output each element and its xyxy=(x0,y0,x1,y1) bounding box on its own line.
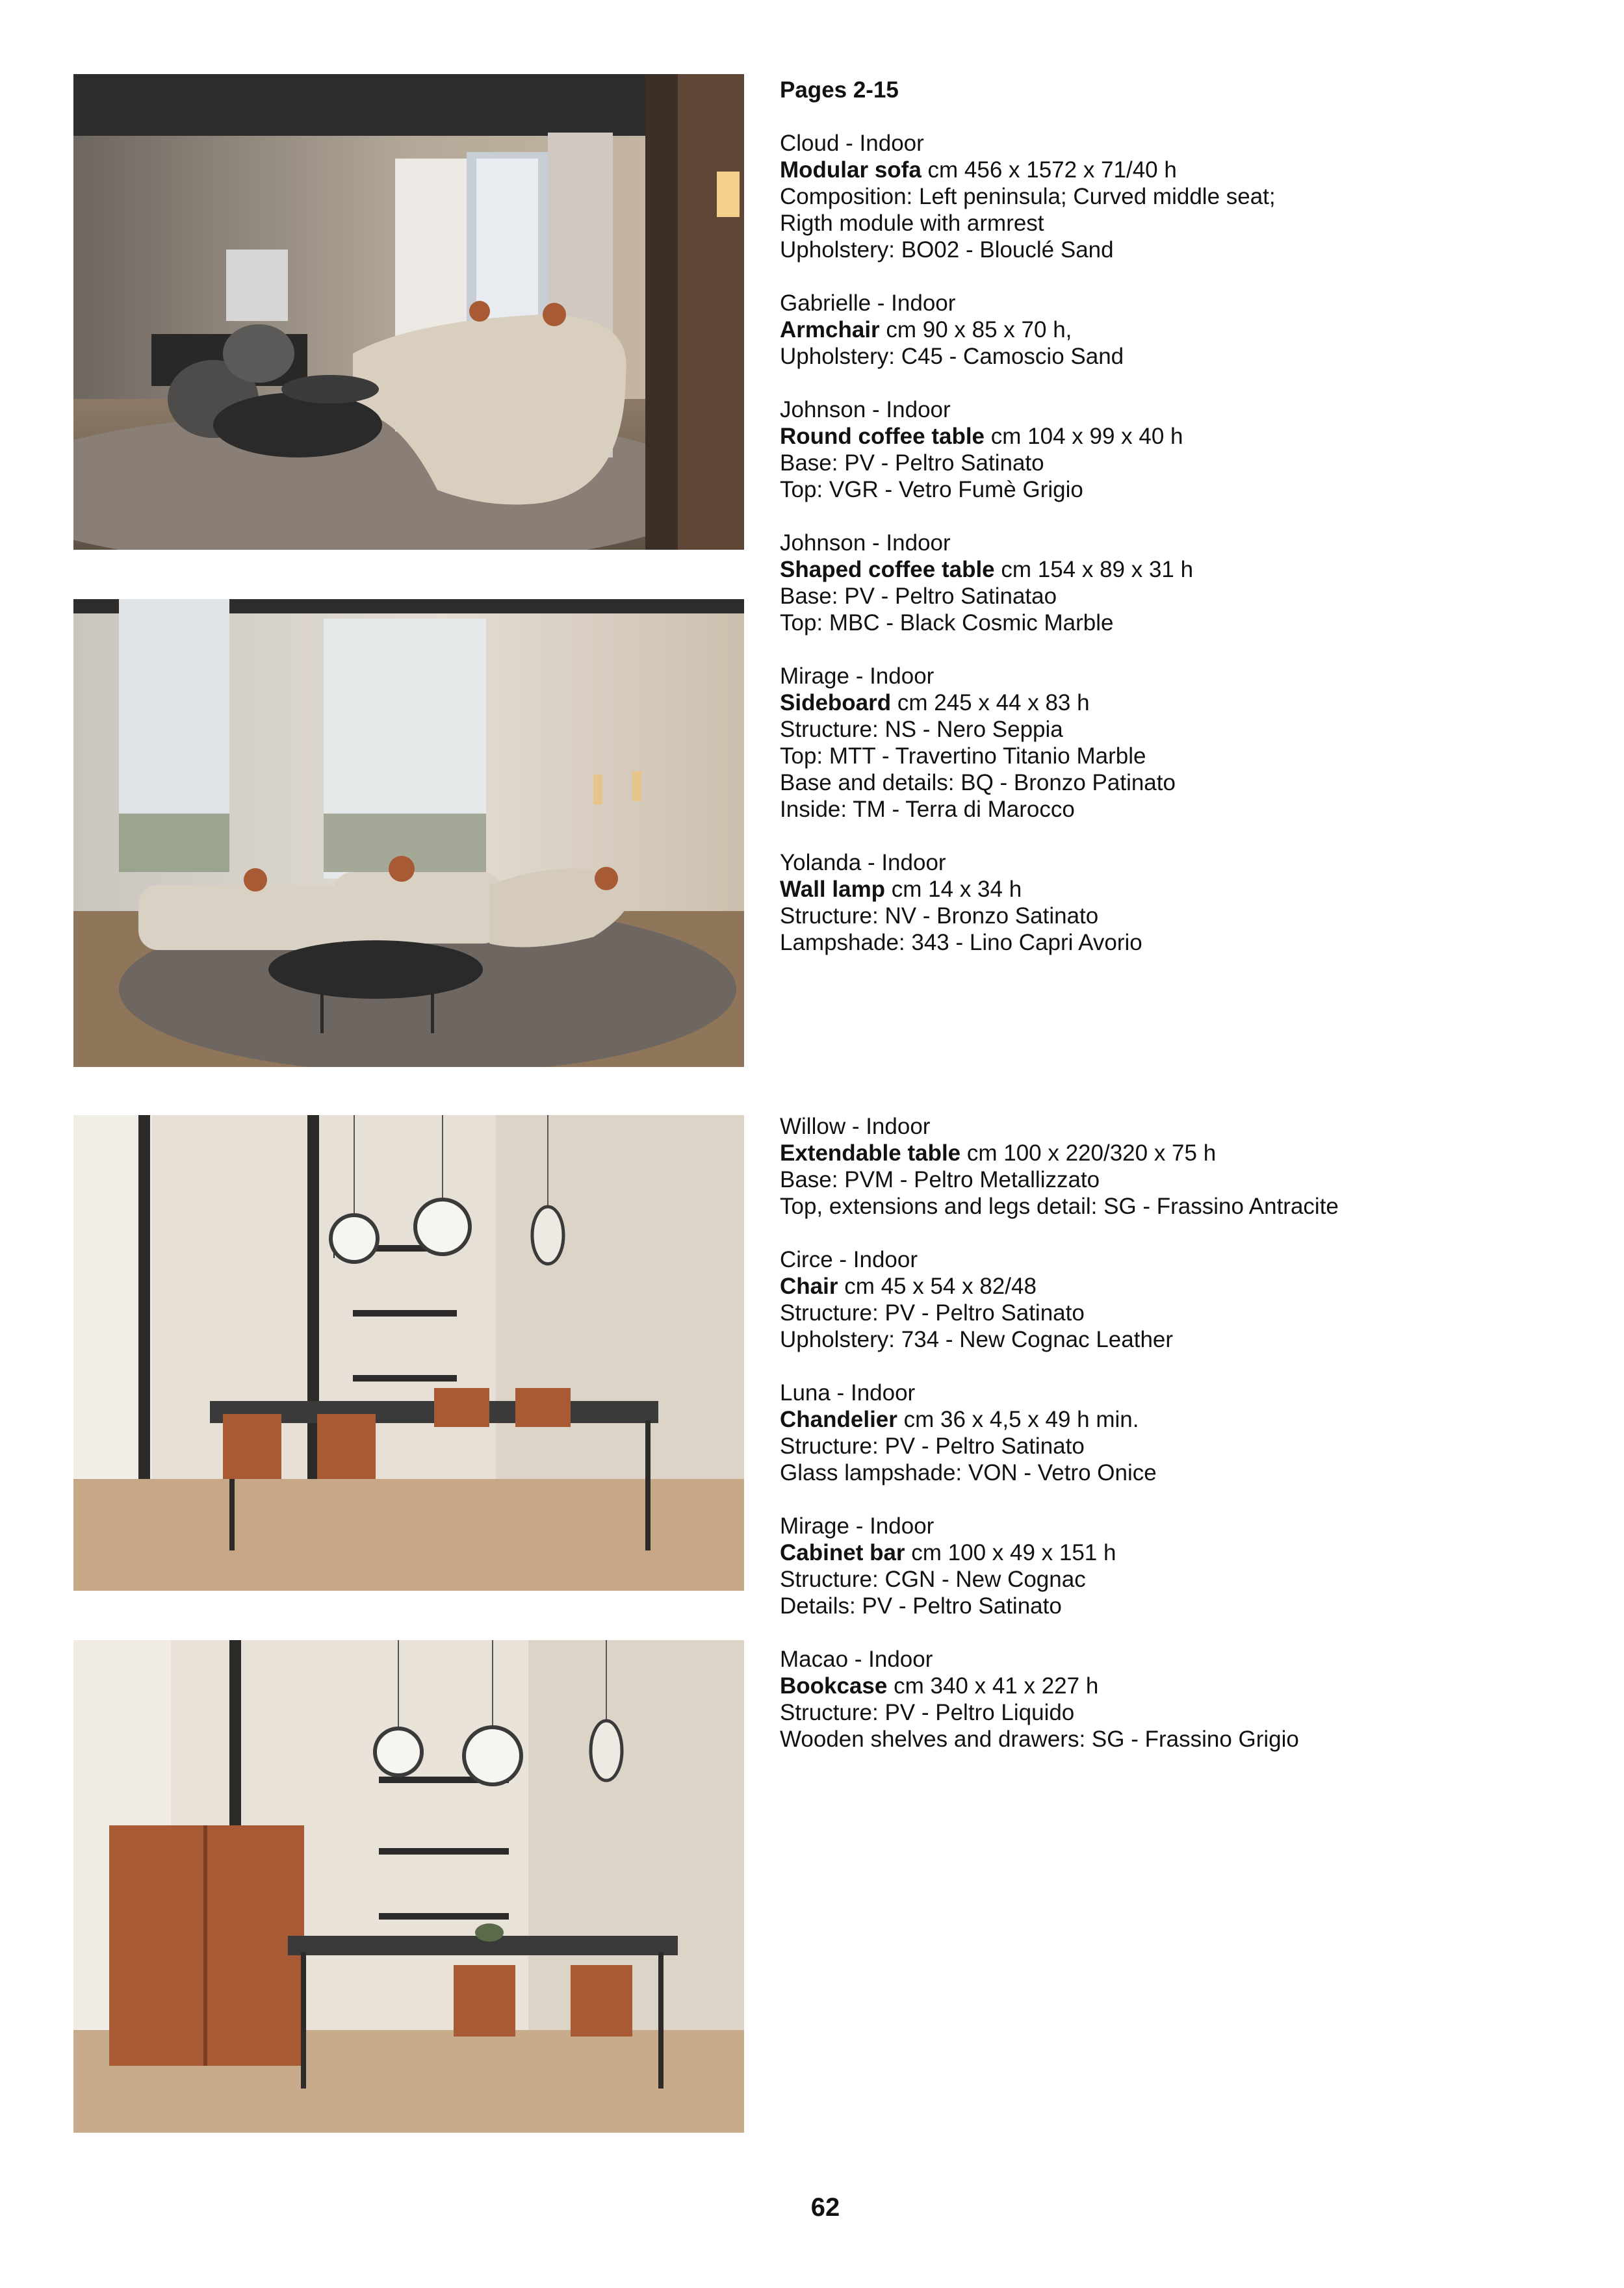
entry-dimensions: cm 100 x 49 x 151 h xyxy=(905,1540,1116,1565)
product-entry xyxy=(780,1646,1599,1753)
entry-product-line xyxy=(780,423,1599,450)
entry-detail: Inside: TM - Terra di Marocco xyxy=(780,797,1075,822)
entry-product-line xyxy=(780,316,1599,343)
product-entry xyxy=(780,530,1599,636)
entry-detail: Structure: PV - Peltro Satinato xyxy=(780,1300,1085,1326)
cloud-sofa-round-rug-photo xyxy=(73,599,744,1067)
product-entry xyxy=(780,1246,1599,1353)
entry-detail: Glass lampshade: VON - Vetro Onice xyxy=(780,1460,1157,1485)
entry-product-line xyxy=(780,1406,1599,1433)
entry-product-name: Sideboard xyxy=(780,690,892,715)
entry-title: Yolanda - Indoor xyxy=(780,850,946,875)
entry-product-name: Extendable table xyxy=(780,1140,961,1166)
entry-product-name: Bookcase xyxy=(780,1673,888,1699)
entry-detail: Top, extensions and legs detail: SG - Frassino Antracite xyxy=(780,1194,1339,1219)
entry-product-line xyxy=(780,1273,1599,1300)
entry-title: Circe - Indoor xyxy=(780,1247,918,1272)
entry-title: Mirage - Indoor xyxy=(780,1513,934,1539)
entry-product-name: Chair xyxy=(780,1274,838,1299)
cloud-living-room-photo xyxy=(73,74,744,550)
entry-dimensions: cm 340 x 41 x 227 h xyxy=(887,1673,1099,1699)
product-list-top xyxy=(780,77,1599,983)
entry-title: Macao - Indoor xyxy=(780,1647,933,1672)
entry-product-line xyxy=(780,1673,1599,1699)
entry-detail: Top: MBC - Black Cosmic Marble xyxy=(780,610,1114,636)
entry-detail: Lampshade: 343 - Lino Capri Avorio xyxy=(780,930,1142,955)
pages-label: Pages 2-15 xyxy=(780,77,899,103)
entry-detail: Top: MTT - Travertino Titanio Marble xyxy=(780,743,1146,769)
entry-dimensions: cm 36 x 4,5 x 49 h min. xyxy=(897,1407,1139,1432)
entry-dimensions: cm 100 x 220/320 x 75 h xyxy=(960,1140,1217,1166)
entry-title: Luna - Indoor xyxy=(780,1380,916,1406)
entry-detail: Structure: NV - Bronzo Satinato xyxy=(780,903,1099,929)
entry-detail: Base and details: BQ - Bronzo Patinato xyxy=(780,770,1176,795)
entry-detail: Structure: CGN - New Cognac xyxy=(780,1567,1086,1592)
willow-dining-cabinet-photo xyxy=(73,1640,744,2133)
product-entry xyxy=(780,663,1599,823)
entry-detail: Structure: NS - Nero Seppia xyxy=(780,717,1063,742)
entry-product-name: Shaped coffee table xyxy=(780,557,995,582)
entry-dimensions: cm 456 x 1572 x 71/40 h xyxy=(921,157,1177,183)
page-number: 62 xyxy=(810,2193,840,2222)
entry-title: Johnson - Indoor xyxy=(780,530,951,556)
entry-product-name: Armchair xyxy=(780,317,880,342)
entry-detail: Rigth module with armrest xyxy=(780,211,1044,236)
entry-title: Gabrielle - Indoor xyxy=(780,290,956,316)
entry-detail: Upholstery: C45 - Camoscio Sand xyxy=(780,344,1124,369)
entry-dimensions: cm 45 x 54 x 82/48 xyxy=(838,1274,1037,1299)
entry-product-line xyxy=(780,876,1599,903)
entry-detail: Base: PVM - Peltro Metallizzato xyxy=(780,1167,1100,1192)
entry-dimensions: cm 154 x 89 x 31 h xyxy=(994,557,1194,582)
entry-detail: Details: PV - Peltro Satinato xyxy=(780,1593,1062,1619)
entry-title: Johnson - Indoor xyxy=(780,397,951,422)
entry-detail: Composition: Left peninsula; Curved middle seat; xyxy=(780,184,1276,209)
entry-product-line xyxy=(780,157,1599,183)
entry-detail: Upholstery: BO02 - Blouclé Sand xyxy=(780,237,1114,263)
willow-dining-room-photo xyxy=(73,1115,744,1591)
entry-detail: Structure: PV - Peltro Liquido xyxy=(780,1700,1075,1725)
product-entry xyxy=(780,1513,1599,1619)
entry-product-line xyxy=(780,1539,1599,1566)
entry-title: Mirage - Indoor xyxy=(780,663,934,689)
entry-title: Willow - Indoor xyxy=(780,1114,931,1139)
product-entry xyxy=(780,1113,1599,1220)
entry-detail: Base: PV - Peltro Satinato xyxy=(780,450,1044,476)
entry-product-name: Wall lamp xyxy=(780,877,886,902)
entry-product-name: Modular sofa xyxy=(780,157,922,183)
entry-title: Cloud - Indoor xyxy=(780,131,924,156)
entry-detail: Upholstery: 734 - New Cognac Leather xyxy=(780,1327,1174,1352)
entry-dimensions: cm 90 x 85 x 70 h, xyxy=(879,317,1072,342)
product-list-bottom xyxy=(780,1113,1599,1779)
entry-dimensions: cm 245 x 44 x 83 h xyxy=(891,690,1090,715)
product-entry xyxy=(780,849,1599,956)
product-entry xyxy=(780,290,1599,370)
entry-detail: Top: VGR - Vetro Fumè Grigio xyxy=(780,477,1083,502)
entry-dimensions: cm 104 x 99 x 40 h xyxy=(985,424,1183,449)
product-entry xyxy=(780,130,1599,263)
entry-detail: Wooden shelves and drawers: SG - Frassino Grigio xyxy=(780,1727,1299,1752)
entry-detail: Base: PV - Peltro Satinatao xyxy=(780,584,1057,609)
entry-product-line xyxy=(780,1140,1599,1166)
product-entry xyxy=(780,396,1599,503)
product-entry xyxy=(780,1380,1599,1486)
entry-product-line xyxy=(780,556,1599,583)
entry-product-line xyxy=(780,689,1599,716)
entry-dimensions: cm 14 x 34 h xyxy=(885,877,1022,902)
entry-product-name: Round coffee table xyxy=(780,424,985,449)
entry-product-name: Cabinet bar xyxy=(780,1540,905,1565)
entry-product-name: Chandelier xyxy=(780,1407,897,1432)
entry-detail: Structure: PV - Peltro Satinato xyxy=(780,1433,1085,1459)
